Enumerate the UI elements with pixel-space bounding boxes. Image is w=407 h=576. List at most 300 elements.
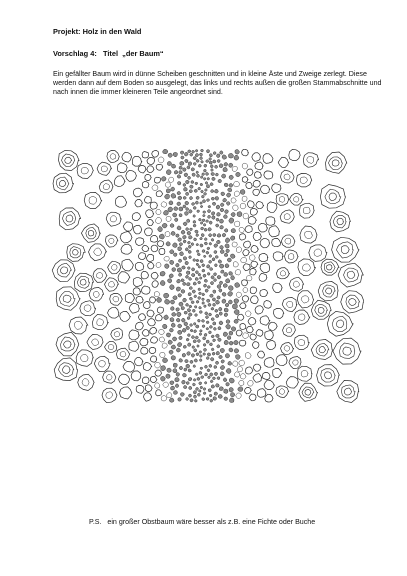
wood-slice xyxy=(161,177,166,182)
wood-slice xyxy=(118,374,129,385)
wood-slice xyxy=(211,190,214,193)
wood-slice xyxy=(281,170,295,183)
wood-slice xyxy=(337,380,359,402)
wood-slice xyxy=(200,330,203,332)
growth-ring xyxy=(110,154,116,160)
wood-slice xyxy=(264,358,274,368)
wood-slice xyxy=(204,333,207,336)
wood-slice xyxy=(273,283,283,292)
growth-ring xyxy=(325,288,332,294)
wood-slice xyxy=(225,238,230,243)
wood-slice xyxy=(320,185,345,209)
wood-slice xyxy=(243,250,250,256)
wood-slice xyxy=(200,202,203,204)
wood-slice xyxy=(236,355,241,360)
wood-slice xyxy=(135,358,144,366)
wood-slice xyxy=(164,315,169,320)
growth-ring xyxy=(62,212,75,226)
wood-slice xyxy=(204,348,207,351)
wood-slice xyxy=(213,160,216,163)
wood-slice xyxy=(224,273,228,277)
wood-slice xyxy=(252,342,259,349)
wood-slice xyxy=(165,299,170,304)
wood-slice xyxy=(168,207,173,212)
wood-slice xyxy=(173,253,177,256)
wood-slice xyxy=(150,376,157,382)
wood-slice xyxy=(297,291,313,308)
wood-slice xyxy=(219,312,222,315)
wood-slice xyxy=(220,208,224,212)
wood-slice xyxy=(188,343,191,346)
description-paragraph: Ein gefällter Baum wird in dünne Scheiben geschnitten und in kleine Äste und Zweige zerlegt. Diese werden dann auf dem Boden so ausgelegt, das links und rechts außen die großen Stammabschnitte und nach innen die immer kleineren Teile angeordnet sind. xyxy=(53,70,382,97)
wood-slice xyxy=(221,192,225,196)
wood-slice xyxy=(138,165,146,173)
wood-slice xyxy=(151,245,158,252)
wood-slice xyxy=(166,374,170,378)
wood-slice xyxy=(208,228,211,232)
wood-slice xyxy=(147,310,154,317)
wood-slice xyxy=(156,164,163,170)
growth-ring xyxy=(106,374,112,380)
wood-slice xyxy=(199,307,202,310)
wood-slice xyxy=(216,314,220,317)
wood-slice xyxy=(341,291,364,313)
wood-slice xyxy=(242,280,248,286)
wood-slice xyxy=(146,210,154,218)
wood-slice xyxy=(200,260,203,263)
wood-slice xyxy=(150,235,157,242)
wood-slice xyxy=(213,322,216,325)
wood-slice xyxy=(176,308,180,312)
wood-slice xyxy=(213,303,216,306)
wood-slice xyxy=(171,300,175,304)
wood-slice xyxy=(173,213,177,217)
wood-slice xyxy=(216,224,219,227)
wood-slice xyxy=(178,294,182,298)
wood-slice xyxy=(209,326,212,329)
wood-slice xyxy=(230,236,235,240)
wood-slice xyxy=(262,372,270,379)
growth-ring xyxy=(324,262,335,273)
wood-slice xyxy=(135,238,144,246)
wood-slice xyxy=(122,259,134,271)
wood-slice xyxy=(211,169,214,172)
growth-ring xyxy=(279,197,285,203)
wood-slice xyxy=(296,173,311,187)
wood-slice xyxy=(186,192,189,195)
wood-slice xyxy=(165,264,170,269)
growth-ring xyxy=(108,281,114,287)
wood-slice xyxy=(226,249,230,252)
growth-ring xyxy=(97,319,104,326)
wood-slice xyxy=(247,276,253,281)
wood-slice xyxy=(165,182,170,187)
wood-slice xyxy=(171,386,175,390)
wood-slice xyxy=(136,385,144,393)
wood-slice xyxy=(152,185,158,191)
wood-slice xyxy=(103,371,116,383)
wood-slice xyxy=(129,304,139,314)
wood-slice xyxy=(195,271,198,274)
wood-slice xyxy=(214,327,217,330)
wood-slice xyxy=(210,183,213,186)
wood-slice xyxy=(172,312,176,316)
wood-slice xyxy=(200,157,203,160)
wood-slice xyxy=(148,262,154,269)
wood-slice xyxy=(207,199,210,202)
wood-slice xyxy=(142,182,149,188)
wood-slice xyxy=(166,242,170,246)
wood-slice xyxy=(193,224,196,227)
wood-slice xyxy=(215,309,218,312)
wood-slice xyxy=(254,172,261,179)
wood-slice xyxy=(338,263,363,287)
wood-slice xyxy=(175,384,179,388)
growth-ring xyxy=(93,291,99,297)
wood-slice xyxy=(246,182,253,188)
wood-slice xyxy=(178,182,181,185)
growth-ring xyxy=(288,254,294,260)
wood-slice xyxy=(138,253,145,260)
wood-slice xyxy=(215,197,219,201)
growth-ring xyxy=(329,193,337,201)
wood-slice xyxy=(173,243,178,248)
wood-slice xyxy=(196,159,199,162)
wood-slice xyxy=(205,289,208,292)
wood-slice xyxy=(214,273,217,276)
wood-slice xyxy=(69,317,88,334)
wood-slice xyxy=(214,366,217,369)
wood-slice xyxy=(161,202,167,208)
wood-slice xyxy=(180,252,184,256)
growth-ring xyxy=(340,343,355,358)
wood-slice xyxy=(166,333,170,337)
wood-slice xyxy=(199,351,202,354)
wood-slice xyxy=(169,201,173,205)
wood-slice xyxy=(184,152,188,156)
wood-slice xyxy=(129,330,140,340)
growth-ring xyxy=(298,340,305,346)
wood-slice xyxy=(184,322,188,326)
wood-slice xyxy=(197,253,200,256)
wood-slice xyxy=(211,239,214,242)
growth-ring xyxy=(284,346,290,352)
wood-slice xyxy=(247,169,253,175)
wood-slice xyxy=(212,258,215,261)
wood-slice xyxy=(179,171,183,174)
wood-slice xyxy=(192,290,196,293)
wood-slice xyxy=(181,318,185,322)
growth-ring xyxy=(323,285,336,297)
wood-slice xyxy=(168,153,173,157)
wood-slice xyxy=(200,222,203,224)
wood-slice xyxy=(229,184,233,188)
wood-slice xyxy=(273,368,282,377)
wood-slice xyxy=(265,331,274,340)
wood-slice xyxy=(278,157,288,167)
wood-slice xyxy=(230,254,235,258)
wood-slice xyxy=(206,172,209,175)
wood-slice xyxy=(155,292,161,297)
growth-ring xyxy=(336,242,353,258)
wood-slice xyxy=(178,324,182,328)
wood-slice xyxy=(238,314,244,320)
wood-slice xyxy=(186,180,190,184)
wood-slice xyxy=(120,387,132,399)
wood-slice xyxy=(236,247,241,253)
wood-slice xyxy=(179,207,183,211)
wood-slice xyxy=(217,234,221,237)
wood-slice xyxy=(228,361,232,365)
wood-slice xyxy=(150,202,157,209)
wood-slice xyxy=(226,383,230,387)
wood-slice xyxy=(155,177,161,183)
wood-slice xyxy=(251,261,258,267)
wood-slice xyxy=(223,332,227,337)
growth-ring xyxy=(293,360,299,365)
wood-slice xyxy=(184,173,188,177)
wood-slice xyxy=(276,355,287,366)
wood-slice xyxy=(187,309,190,312)
wood-slice xyxy=(198,390,201,392)
wood-slice xyxy=(203,337,206,340)
growth-ring xyxy=(298,314,305,321)
wood-slice xyxy=(281,343,294,355)
wood-slice xyxy=(294,335,309,349)
wood-slice xyxy=(190,197,193,200)
wood-slice xyxy=(216,205,220,209)
wood-slice xyxy=(198,273,201,276)
wood-slice xyxy=(298,259,316,276)
growth-ring xyxy=(307,156,314,163)
wood-slice xyxy=(176,263,180,267)
wood-slice xyxy=(195,336,198,339)
wood-slice xyxy=(145,385,152,392)
wood-slice xyxy=(193,282,196,285)
wood-slice xyxy=(229,341,233,345)
wood-slice xyxy=(182,328,186,332)
growth-ring xyxy=(58,363,73,377)
wood-slice xyxy=(195,150,198,153)
wood-slice xyxy=(248,380,254,386)
wood-slice xyxy=(251,209,258,216)
wood-slice xyxy=(209,260,212,263)
wood-slice xyxy=(178,196,182,200)
wood-slice xyxy=(190,329,193,332)
wood-slice xyxy=(205,312,208,315)
wood-slice xyxy=(142,377,149,384)
wood-slice xyxy=(236,292,242,297)
growth-ring xyxy=(111,265,117,271)
wood-slice xyxy=(222,293,226,297)
wood-slice xyxy=(159,234,164,239)
wood-slice xyxy=(156,297,161,302)
wood-slice xyxy=(171,345,176,349)
wood-slice xyxy=(243,264,250,271)
wood-slice xyxy=(217,275,221,279)
wood-slice xyxy=(228,286,233,291)
wood-slice xyxy=(159,337,165,342)
growth-ring xyxy=(284,174,290,180)
wood-slice xyxy=(224,340,228,344)
wood-slice xyxy=(190,185,194,188)
wood-slice xyxy=(155,362,161,368)
wood-slice xyxy=(236,393,242,398)
wood-slice xyxy=(205,365,208,368)
wood-slice xyxy=(177,279,181,283)
wood-slice xyxy=(213,377,216,380)
wood-slice xyxy=(186,364,190,368)
wood-slice xyxy=(226,324,231,329)
wood-slice xyxy=(54,358,77,381)
wood-slice xyxy=(198,281,201,284)
wood-slice xyxy=(210,282,213,285)
growth-ring xyxy=(88,231,94,237)
growth-ring xyxy=(301,296,309,303)
wood-slice xyxy=(216,384,220,388)
wood-slice xyxy=(217,159,220,162)
wood-slice xyxy=(132,156,142,166)
wood-slice xyxy=(56,287,80,311)
wood-slice xyxy=(264,301,272,309)
wood-slice xyxy=(111,328,123,340)
wood-slice xyxy=(183,240,186,243)
wood-slice xyxy=(220,246,224,250)
wood-slice xyxy=(209,343,212,346)
growth-ring xyxy=(325,372,332,379)
wood-slice xyxy=(183,196,186,199)
wood-slice xyxy=(210,294,214,297)
growth-ring xyxy=(70,247,81,258)
wood-slice xyxy=(187,317,190,320)
wood-slice xyxy=(191,168,195,171)
wood-slice xyxy=(220,250,224,254)
wood-slice xyxy=(232,304,237,309)
wood-slice xyxy=(208,215,211,218)
wood-slice xyxy=(177,312,182,316)
wood-slice xyxy=(223,198,227,202)
wood-slice xyxy=(203,344,206,347)
growth-ring xyxy=(284,214,290,220)
wood-slice xyxy=(171,164,175,168)
growth-ring xyxy=(113,296,119,302)
wood-slice xyxy=(166,170,171,175)
wood-slice xyxy=(202,200,205,203)
wood-slice xyxy=(317,365,340,386)
wood-slice xyxy=(199,371,202,374)
wood-slice xyxy=(240,324,246,330)
wood-slice xyxy=(121,244,132,254)
wood-slice xyxy=(204,228,207,231)
wood-slice xyxy=(309,245,327,262)
wood-slice xyxy=(259,254,268,262)
wood-slice xyxy=(260,290,268,297)
wood-slice xyxy=(234,181,240,187)
growth-ring xyxy=(301,370,308,377)
wood-slice xyxy=(142,245,149,251)
wood-slice xyxy=(203,353,206,355)
wood-slice xyxy=(177,202,181,206)
wood-slice xyxy=(177,191,181,194)
wood-slice xyxy=(214,372,218,375)
wood-slice xyxy=(194,349,197,352)
wood-slice xyxy=(171,356,176,360)
wood-slice xyxy=(218,327,221,330)
wood-slice xyxy=(197,340,200,343)
wood-slice xyxy=(220,372,224,376)
wood-slice xyxy=(216,334,220,338)
wood-slice xyxy=(202,195,205,198)
wood-slice xyxy=(202,173,205,176)
wood-slice xyxy=(133,278,143,287)
wood-slice xyxy=(256,330,263,337)
wood-slice xyxy=(136,322,144,330)
growth-ring xyxy=(305,231,313,238)
wood-slice xyxy=(193,391,196,394)
wood-slice xyxy=(148,319,156,326)
growth-ring xyxy=(325,189,341,203)
wood-slice xyxy=(210,399,213,402)
growth-ring xyxy=(80,354,88,362)
wood-slice xyxy=(195,201,198,204)
tree-slices-drawing xyxy=(51,149,364,403)
wood-slice xyxy=(220,219,224,223)
wood-slice xyxy=(224,389,228,393)
wood-slice xyxy=(56,332,79,356)
wood-slice xyxy=(169,274,173,278)
wood-slice xyxy=(194,189,197,192)
wood-slice xyxy=(201,234,204,237)
wood-slice xyxy=(204,284,207,287)
wood-slice xyxy=(170,224,174,228)
wood-slice xyxy=(166,216,171,221)
wood-slice xyxy=(215,165,218,168)
wood-slice xyxy=(239,360,245,366)
wood-slice xyxy=(248,318,256,326)
wood-slice xyxy=(210,380,213,383)
wood-slice xyxy=(224,313,228,316)
wood-slice xyxy=(180,393,184,397)
wood-slice xyxy=(194,295,197,298)
wood-slice xyxy=(240,189,245,194)
wood-slice xyxy=(189,287,192,290)
wood-slice xyxy=(255,162,263,170)
wood-slice xyxy=(133,288,141,295)
wood-slice xyxy=(229,272,233,276)
wood-slice xyxy=(156,390,162,396)
growth-ring xyxy=(56,177,69,190)
wood-slice xyxy=(123,361,135,372)
wood-slice xyxy=(156,315,163,321)
wood-slice xyxy=(243,241,250,248)
wood-slice xyxy=(236,330,242,336)
wood-slice xyxy=(179,336,183,340)
wood-slice xyxy=(194,238,197,241)
growth-ring xyxy=(81,167,88,174)
wood-slice xyxy=(289,357,301,369)
wood-slice xyxy=(253,181,260,188)
growth-ring xyxy=(80,279,86,285)
wood-slice xyxy=(216,351,220,355)
wood-slice xyxy=(147,158,155,165)
wood-slice xyxy=(227,336,231,340)
growth-ring xyxy=(73,249,79,255)
wood-slice xyxy=(257,389,266,398)
wood-slice xyxy=(166,189,170,193)
wood-slice xyxy=(214,251,217,254)
wood-slice xyxy=(169,177,174,182)
wood-slice xyxy=(212,177,216,180)
